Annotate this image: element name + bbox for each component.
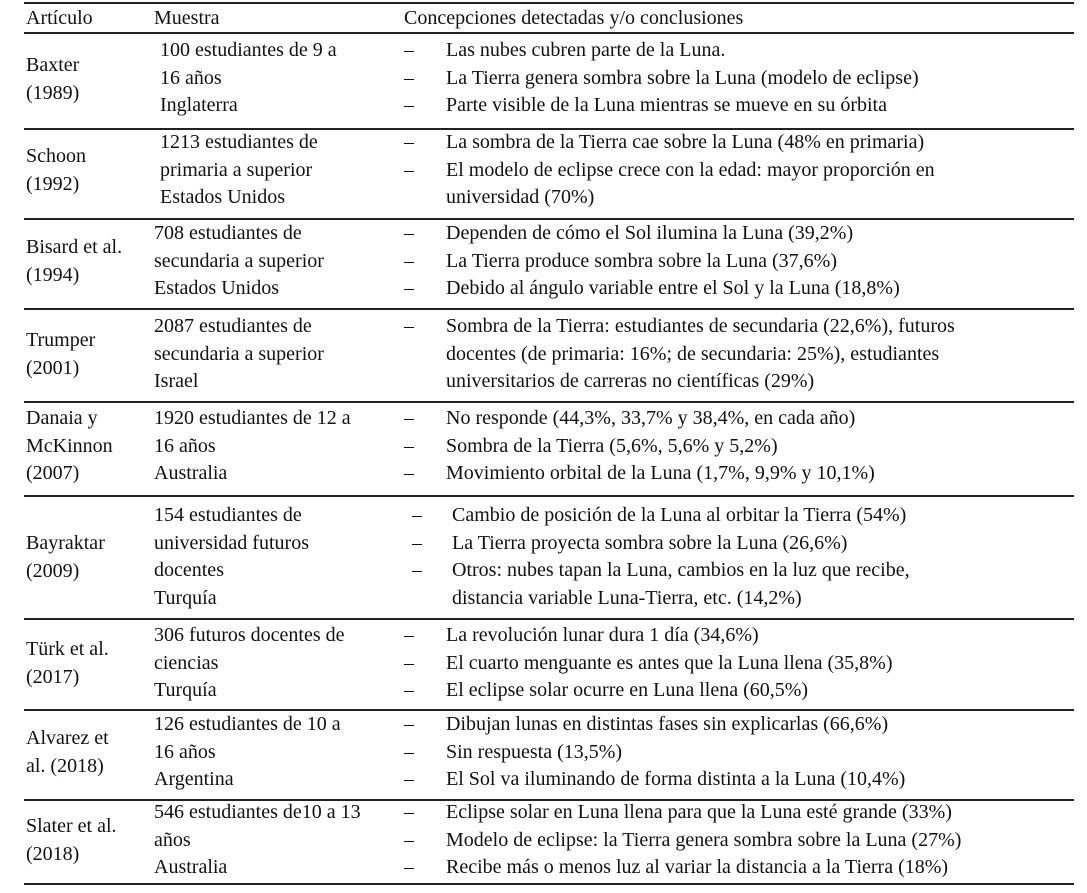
finding-text: universitarios de carreras no científicas (29%) xyxy=(446,370,815,393)
finding-dash: – xyxy=(404,768,414,791)
article-line: McKinnon xyxy=(26,434,113,457)
sample-line: Australia xyxy=(154,462,228,485)
finding-dash: – xyxy=(404,407,414,429)
finding-text: La Tierra genera sombra sobre la Luna (modelo de eclipse) xyxy=(446,66,919,89)
article-line: Alvarez et xyxy=(26,727,109,749)
sample-line: Estados Unidos xyxy=(160,186,285,209)
finding-dash: – xyxy=(404,713,414,735)
sample-line: ciencias xyxy=(154,651,219,674)
article-line: Schoon xyxy=(26,145,86,167)
finding-text: Cambio de posición de la Luna al orbitar la Tierra (54%) xyxy=(452,504,907,526)
article-line: al. (2018) xyxy=(26,754,104,777)
sample-line: Argentina xyxy=(154,768,234,791)
finding-text: Recibe más o menos luz al variar la distancia a la Tierra (18%) xyxy=(446,856,949,879)
sample-line: años xyxy=(154,828,191,851)
finding-text: No responde (44,3%, 33,7% y 38,4%, en cada año) xyxy=(446,407,856,429)
sample-line: 1920 estudiantes de 12 a xyxy=(154,407,351,429)
sample-line: secundaria a superior xyxy=(154,342,324,365)
header-muestra: Muestra xyxy=(154,7,220,29)
finding-dash: – xyxy=(404,624,414,646)
article-line: Baxter xyxy=(26,54,80,76)
sample-line: Estados Unidos xyxy=(154,277,279,300)
header-rule xyxy=(24,32,1074,34)
sample-line: Australia xyxy=(154,856,228,879)
row-separator xyxy=(24,495,1074,497)
article-line: Bisard et al. xyxy=(26,236,123,258)
article-line: (2001) xyxy=(26,356,80,379)
finding-text: La Tierra produce sombra sobre la Luna (37,6%) xyxy=(446,249,837,272)
finding-text: universidad (70%) xyxy=(446,186,595,209)
finding-text: distancia variable Luna-Tierra, etc. (14,2%) xyxy=(452,586,802,609)
sample-line: 708 estudiantes de xyxy=(154,222,302,244)
article-line: (2018) xyxy=(26,842,80,865)
finding-text: Sombra de la Tierra (5,6%, 5,6% y 5,2%) xyxy=(446,434,778,457)
table-bottom-rule xyxy=(24,883,1074,885)
sample-line: 100 estudiantes de 9 a xyxy=(160,39,337,61)
finding-dash: – xyxy=(404,651,414,674)
table-top-rule xyxy=(24,2,1074,4)
sample-line: primaria a superior xyxy=(160,158,313,181)
sample-line: Inglaterra xyxy=(160,94,238,117)
sample-line: 306 futuros docentes de xyxy=(154,624,345,646)
finding-dash: – xyxy=(404,39,414,61)
sample-line: Israel xyxy=(154,370,199,393)
finding-text: El cuarto menguante es antes que la Luna llena (35,8%) xyxy=(446,651,893,674)
finding-text: Otros: nubes tapan la Luna, cambios en la luz que recibe, xyxy=(452,559,910,582)
sample-line: 16 años xyxy=(154,434,216,457)
finding-dash: – xyxy=(404,94,414,117)
article-line: (1994) xyxy=(26,263,80,286)
finding-dash: – xyxy=(404,315,414,337)
sample-line: universidad futuros xyxy=(154,531,309,554)
finding-dash: – xyxy=(404,434,414,457)
finding-text: Las nubes cubren parte de la Luna. xyxy=(446,39,726,61)
sample-line: 16 años xyxy=(160,66,222,89)
finding-text: La sombra de la Tierra cae sobre la Luna (48% en primaria) xyxy=(446,131,925,153)
article-line: Bayraktar xyxy=(26,532,105,554)
finding-dash: – xyxy=(404,801,414,823)
article-line: Türk et al. xyxy=(26,638,109,660)
sample-line: 126 estudiantes de 10 a xyxy=(154,713,341,735)
finding-dash: – xyxy=(404,66,414,89)
finding-dash: – xyxy=(404,856,414,879)
sample-line: 16 años xyxy=(154,740,216,763)
row-separator xyxy=(24,401,1074,403)
finding-text: Parte visible de la Luna mientras se mueve en su órbita xyxy=(446,94,887,117)
finding-text: Dibujan lunas en distintas fases sin explicarlas (66,6%) xyxy=(446,713,889,735)
finding-text: El Sol va iluminando de forma distinta a la Luna (10,4%) xyxy=(446,768,906,791)
finding-dash: – xyxy=(412,531,422,554)
finding-text: La revolución lunar dura 1 día (34,6%) xyxy=(446,624,759,646)
sample-line: 1213 estudiantes de xyxy=(160,131,318,153)
sample-line: 154 estudiantes de xyxy=(154,504,302,526)
article-line: Danaia y xyxy=(26,407,98,429)
finding-dash: – xyxy=(412,504,422,526)
finding-dash: – xyxy=(412,559,422,582)
finding-dash: – xyxy=(404,462,414,485)
finding-dash: – xyxy=(404,222,414,244)
sample-line: 546 estudiantes de10 a 13 xyxy=(154,801,361,823)
finding-text: Dependen de cómo el Sol ilumina la Luna (39,2%) xyxy=(446,222,854,244)
finding-dash: – xyxy=(404,277,414,300)
row-separator xyxy=(24,618,1074,620)
sample-line: Turquía xyxy=(154,679,217,702)
article-line: (1989) xyxy=(26,81,80,104)
article-line: Trumper xyxy=(26,329,96,351)
article-line: (2009) xyxy=(26,559,80,582)
finding-text: El eclipse solar ocurre en Luna llena (60,5%) xyxy=(446,679,809,702)
finding-dash: – xyxy=(404,249,414,272)
finding-text: El modelo de eclipse crece con la edad: mayor proporción en xyxy=(446,158,935,181)
finding-dash: – xyxy=(404,828,414,851)
article-line: (2017) xyxy=(26,665,80,688)
finding-dash: – xyxy=(404,131,414,153)
article-line: Slater et al. xyxy=(26,815,117,837)
sample-line: docentes xyxy=(154,559,224,582)
finding-dash: – xyxy=(404,158,414,181)
finding-text: Eclipse solar en Luna llena para que la Luna esté grande (33%) xyxy=(446,801,952,823)
header-articulo: Artículo xyxy=(26,7,93,29)
finding-text: La Tierra proyecta sombra sobre la Luna (26,6%) xyxy=(452,531,848,554)
finding-text: Movimiento orbital de la Luna (1,7%, 9,9% y 10,1%) xyxy=(446,462,875,485)
article-line: (1992) xyxy=(26,172,80,195)
finding-dash: – xyxy=(404,740,414,763)
finding-text: Modelo de eclipse: la Tierra genera sombra sobre la Luna (27%) xyxy=(446,828,962,851)
finding-dash: – xyxy=(404,679,414,702)
finding-text: Debido al ángulo variable entre el Sol y la Luna (18,8%) xyxy=(446,277,900,300)
finding-text: Sombra de la Tierra: estudiantes de secundaria (22,6%), futuros xyxy=(446,315,955,337)
article-line: (2007) xyxy=(26,462,80,485)
finding-text: Sin respuesta (13,5%) xyxy=(446,740,623,763)
sample-line: secundaria a superior xyxy=(154,249,324,272)
sample-line: Turquía xyxy=(154,586,217,609)
finding-text: docentes (de primaria: 16%; de secundaria: 25%), estudiantes xyxy=(446,342,940,365)
sample-line: 2087 estudiantes de xyxy=(154,315,312,337)
header-concepciones: Concepciones detectadas y/o conclusiones xyxy=(404,7,744,29)
row-separator xyxy=(24,308,1074,310)
